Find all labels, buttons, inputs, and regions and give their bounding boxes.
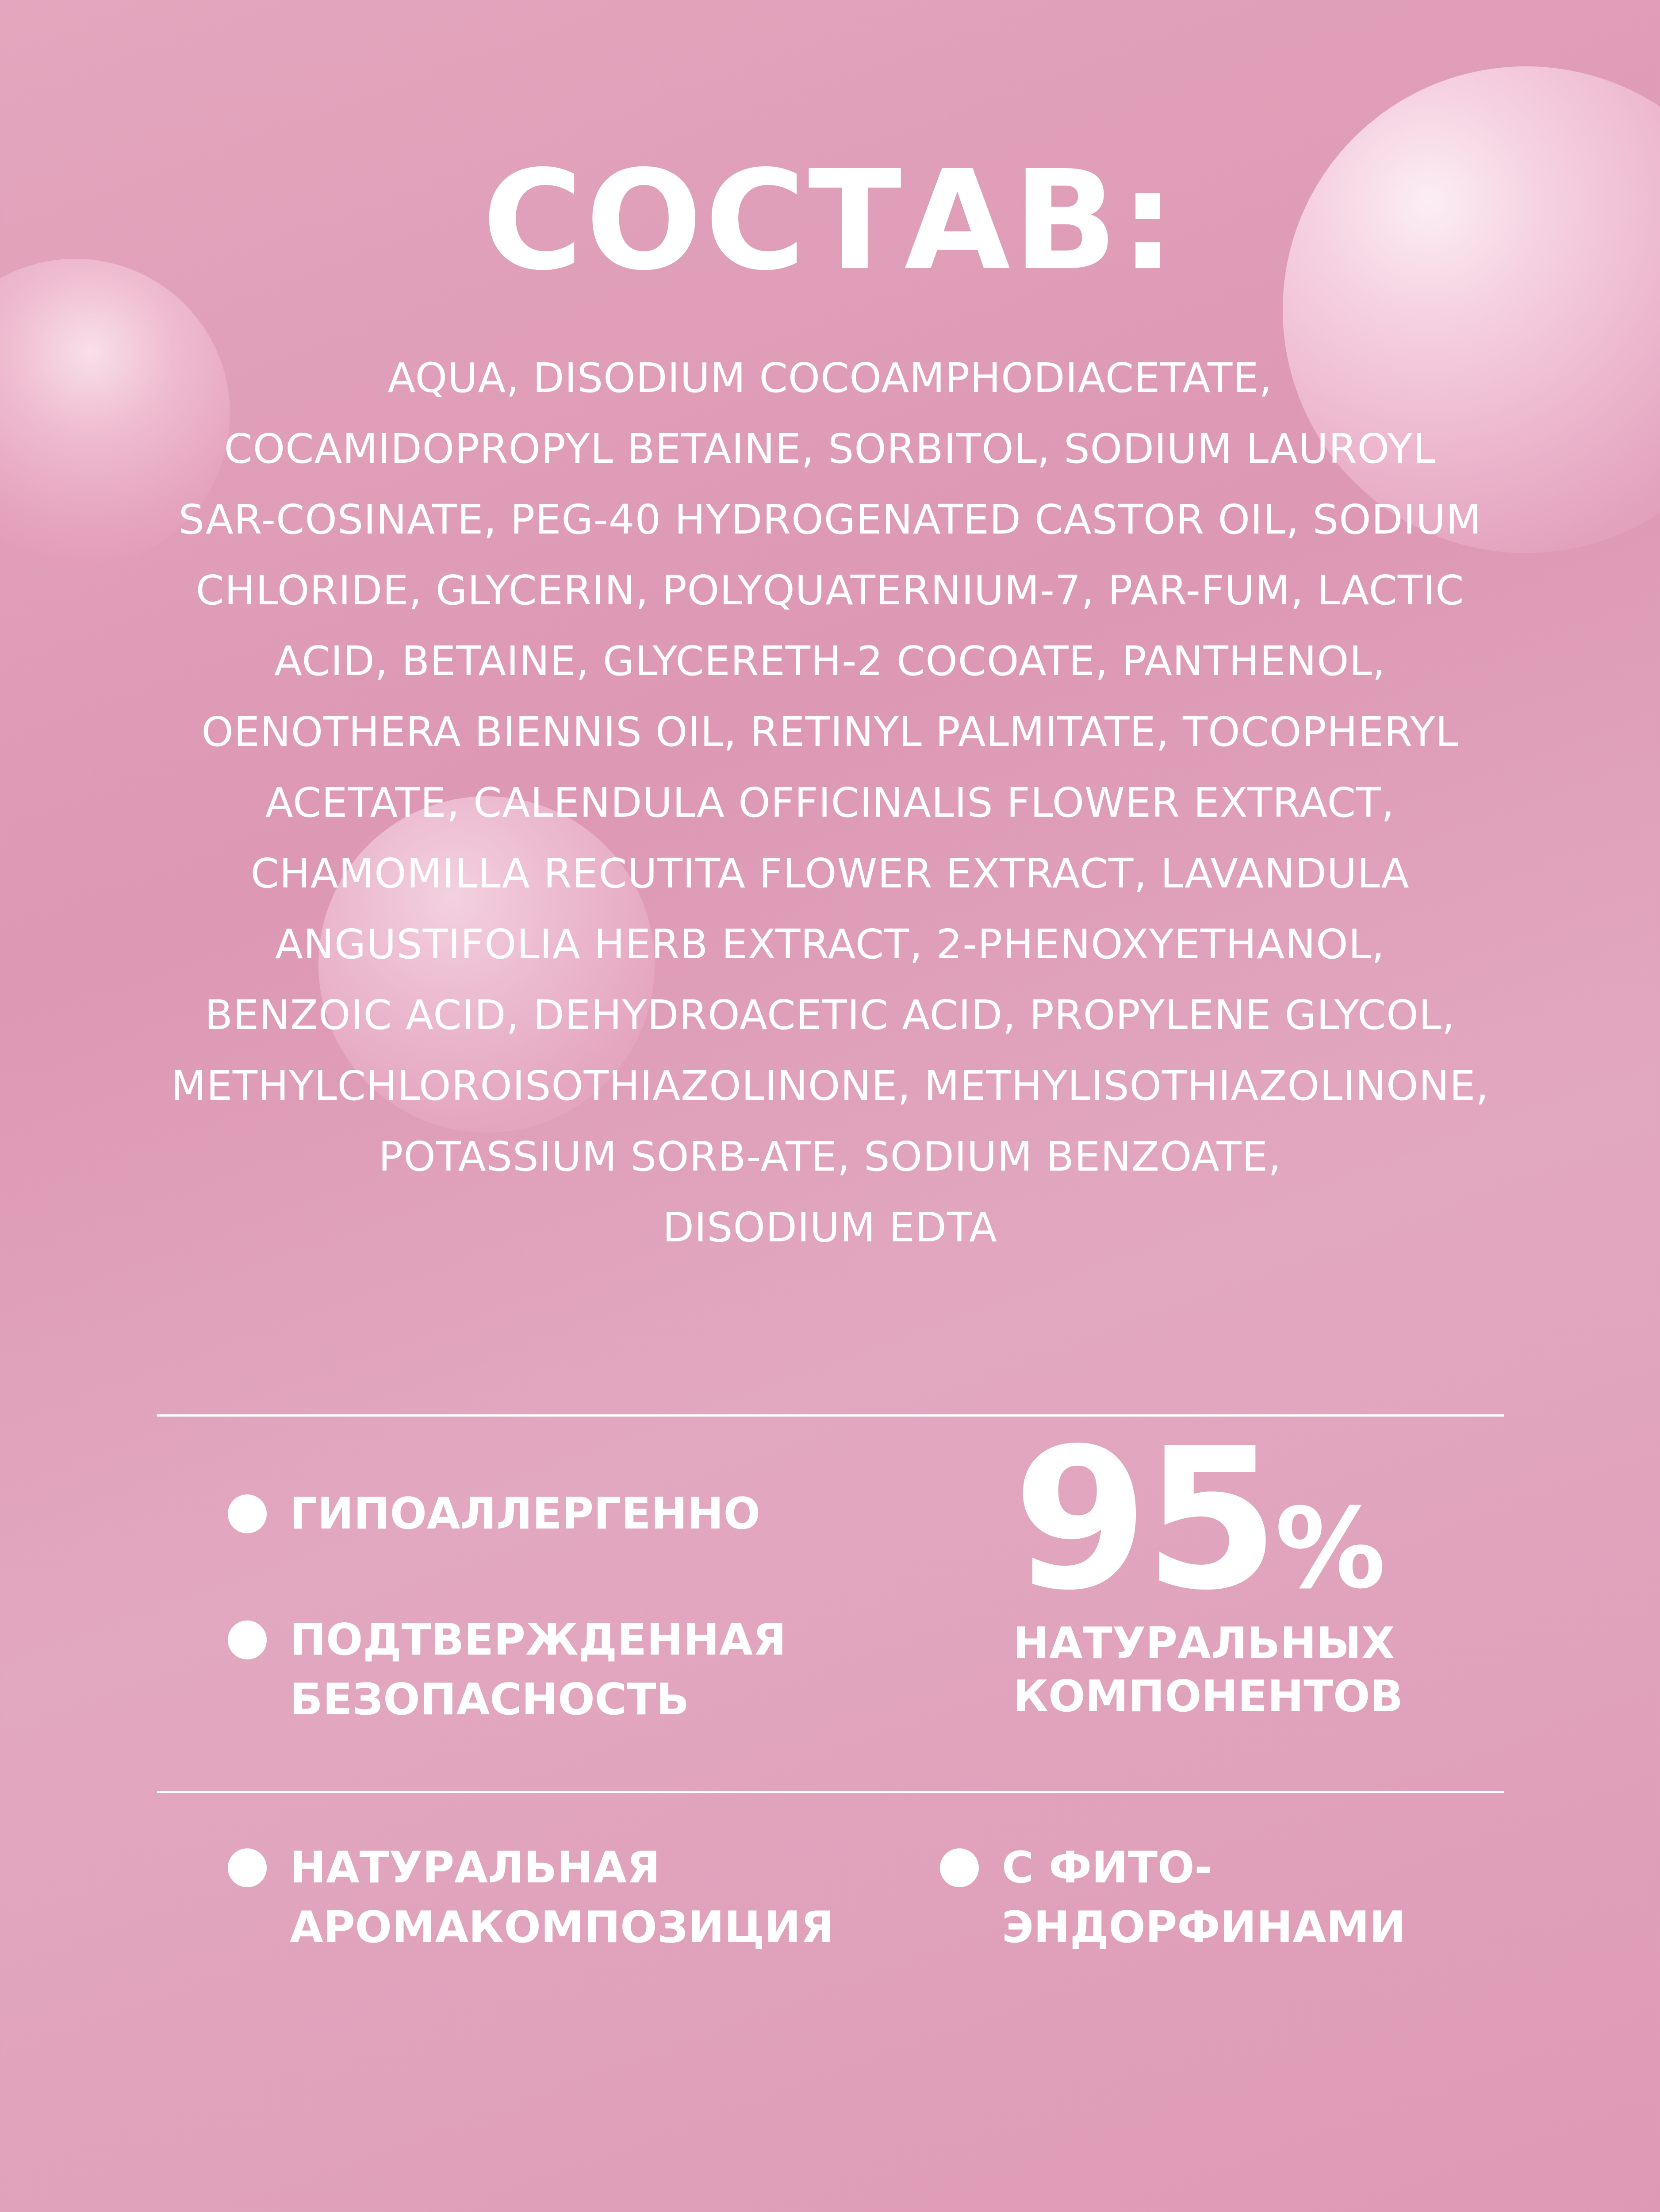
- natural-percent-value: [1013, 1406, 1386, 1646]
- ingredients-line: POTASSIUM SORB-ATE, SODIUM BENZOATE,: [378, 1133, 1282, 1180]
- natural-percent-caption: [1013, 1617, 1403, 1723]
- percent-number: 95: [1013, 1406, 1275, 1633]
- bullet-dot-icon: [940, 1848, 979, 1887]
- ingredients-line: CHLORIDE, GLYCERIN, POLYQUATERNIUM-7, PAR-FUM, LACTIC: [196, 567, 1464, 614]
- ingredients-line: DISODIUM EDTA: [663, 1204, 997, 1251]
- divider-top: [157, 1414, 1504, 1417]
- ingredients-list: [44, 343, 1616, 1263]
- divider-bottom: [157, 1791, 1504, 1793]
- feature-label: БЕЗОПАСНОСТЬ: [290, 1674, 690, 1725]
- page-title: СОСТАВ:: [482, 141, 1178, 301]
- feature-label: АРОМАКОМПОЗИЦИЯ: [290, 1902, 834, 1953]
- ingredients-line: COCAMIDOPROPYL BETAINE, SORBITOL, SODIUM LAUROYL: [224, 425, 1436, 472]
- bullet-dot-icon: [228, 1494, 267, 1533]
- feature-label: ЭНДОРФИНАМИ: [1002, 1902, 1406, 1953]
- feature-label: ГИПОАЛЛЕРГЕННО: [290, 1489, 760, 1539]
- ingredients-line: CHAMOMILLA RECUTITA FLOWER EXTRACT, LAVANDULA: [250, 850, 1410, 897]
- ingredients-line: METHYLCHLOROISOTHIAZOLINONE, METHYLISOTHIAZOLINONE,: [171, 1062, 1489, 1110]
- feature-label: НАТУРАЛЬНАЯ: [290, 1843, 660, 1893]
- ingredients-line: ANGUSTIFOLIA HERB EXTRACT, 2-PHENOXYETHANOL,: [275, 921, 1385, 968]
- feature-label: ПОДТВЕРЖДЕННАЯ: [290, 1615, 786, 1665]
- bullet-dot-icon: [228, 1621, 267, 1659]
- ingredients-line: OENOTHERA BIENNIS OIL, RETINYL PALMITATE, TOCOPHERYL: [201, 708, 1459, 756]
- ingredients-line: ACETATE, CALENDULA OFFICINALIS FLOWER EXTRACT,: [265, 779, 1395, 826]
- percent-sign: %: [1275, 1484, 1386, 1613]
- ingredients-line: AQUA, DISODIUM COCOAMPHODIACETATE,: [387, 354, 1273, 402]
- feature-label: С ФИТО-: [1002, 1843, 1213, 1893]
- ingredients-line: SAR-COSINATE, PEG-40 HYDROGENATED CASTOR OIL, SODIUM: [178, 496, 1482, 543]
- bullet-dot-icon: [228, 1848, 267, 1887]
- caption-line: НАТУРАЛЬНЫХ: [1013, 1618, 1395, 1669]
- ingredients-line: BENZOIC ACID, DEHYDROACETIC ACID, PROPYLENE GLYCOL,: [204, 991, 1456, 1039]
- caption-line: КОМПОНЕНТОВ: [1013, 1671, 1403, 1722]
- ingredients-line: ACID, BETAINE, GLYCERETH-2 COCOATE, PANTHENOL,: [274, 637, 1386, 685]
